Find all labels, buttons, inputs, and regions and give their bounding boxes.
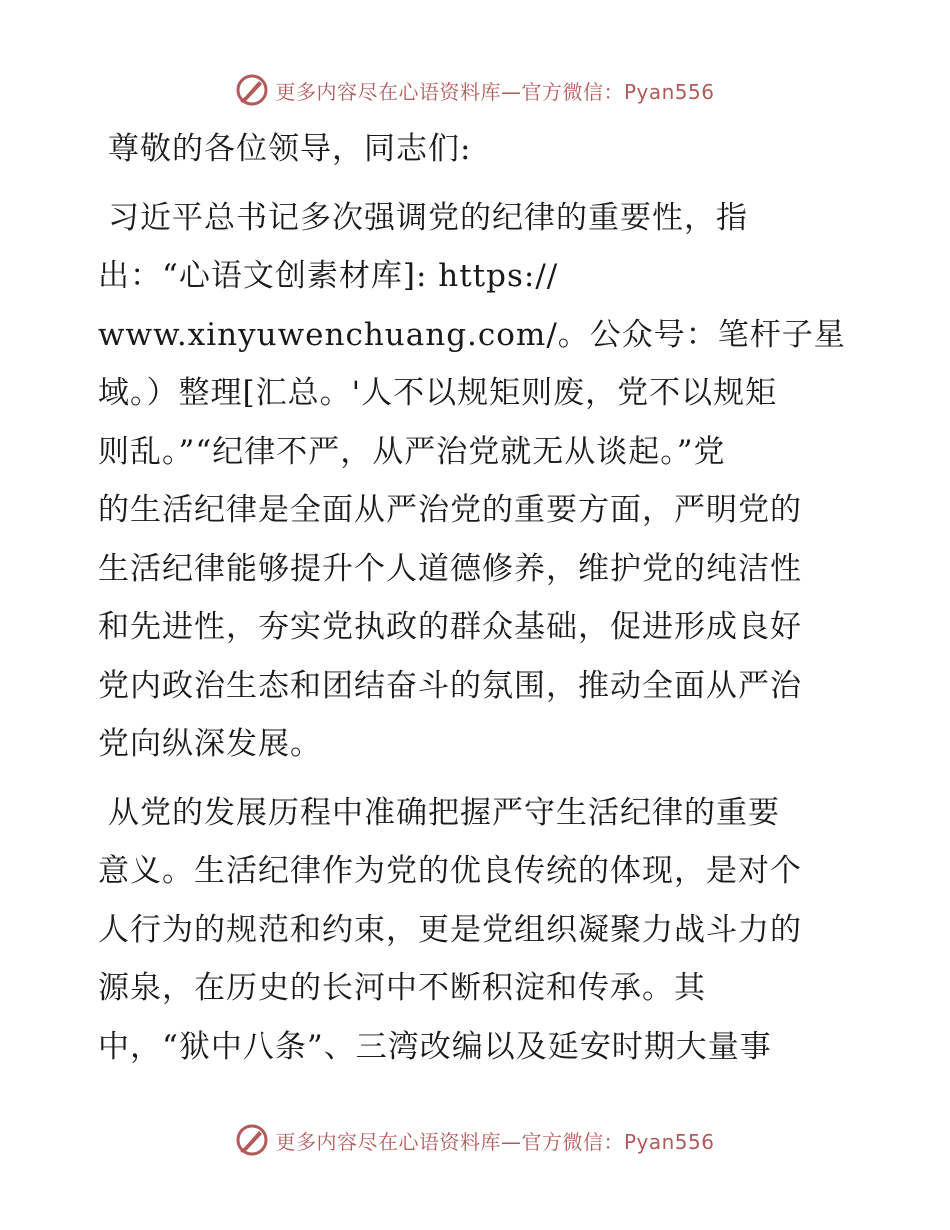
- paragraph-2-line: 源泉，在历史的长河中不断积淀和传承。其: [98, 970, 706, 1006]
- header-banner-text: 更多内容尽在心语资料库—官方微信：Pyan556: [275, 79, 715, 104]
- paragraph-2-line: 从党的发展历程中准确把握严守生活纪律的重要: [108, 794, 780, 831]
- paragraph-2-line: 意义。生活纪律作为党的优良传统的体现，是对个: [98, 853, 802, 889]
- footer-banner: [0, 1120, 950, 1160]
- paragraph-1-line: 党向纵深发展。: [98, 726, 322, 762]
- quill-pen-logo-icon: [235, 1123, 269, 1157]
- paragraph-2-line: 中，“狱中八条”、三湾改编以及延安时期大量事: [98, 1028, 772, 1065]
- paragraph-1-line: 生活纪律能够提升个人道德修养，维护党的纯洁性: [98, 550, 802, 587]
- header-banner: [0, 70, 950, 110]
- paragraph-1-line: www.xinyuwenchuang.com/。公众号：笔杆子星: [98, 316, 846, 353]
- paragraph-1: [98, 189, 850, 774]
- paragraph-2: [98, 784, 850, 1077]
- footer-banner-text: 更多内容尽在心语资料库—官方微信：Pyan556: [275, 1129, 715, 1154]
- paragraph-1-line: 的生活纪律是全面从严治党的重要方面，严明党的: [98, 492, 802, 528]
- paragraph-1-line: 党内政治生态和团结奋斗的氛围，推动全面从严治: [98, 667, 802, 704]
- paragraph-1-line: 出：“心语文创素材库]: https://: [98, 258, 559, 294]
- quill-pen-logo-icon: [235, 73, 269, 107]
- paragraph-2-line: 人行为的规范和约束，更是党组织凝聚力战斗力的: [98, 911, 802, 948]
- paragraph-1-line: 和先进性，夯实党执政的群众基础，促进形成良好: [98, 609, 802, 645]
- paragraph-1-line: 则乱。”“纪律不严，从严治党就无从谈起。”党: [98, 433, 726, 470]
- paragraph-1-line: 域。）整理[汇总。'人不以规矩则废，党不以规矩: [98, 375, 778, 411]
- document-body: [98, 120, 850, 1076]
- greeting: 尊敬的各位领导，同志们:: [108, 131, 472, 167]
- paragraph-1-line: 习近平总书记多次强调党的纪律的重要性，指: [108, 199, 748, 236]
